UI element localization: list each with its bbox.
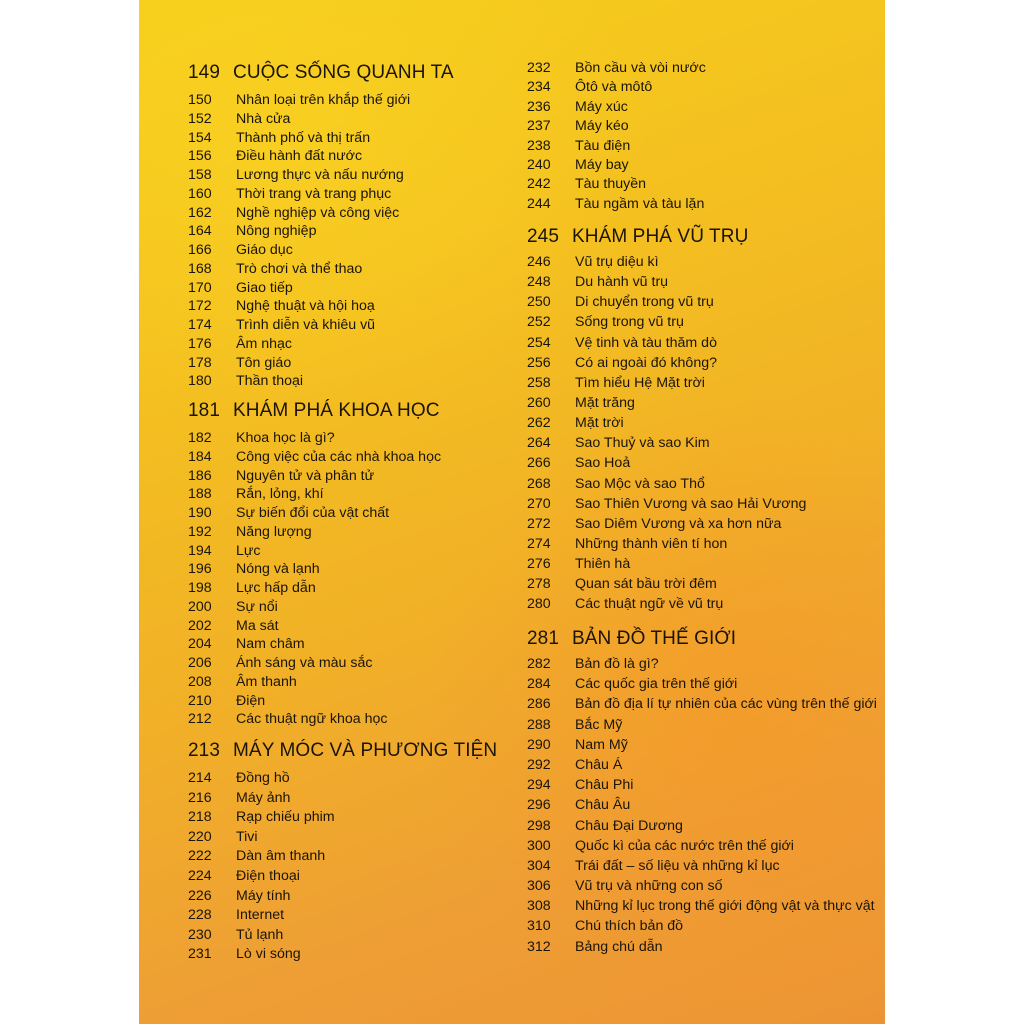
entry-page-number: 270	[527, 495, 551, 512]
entry-page-number: 164	[188, 223, 212, 240]
toc-entry[interactable]	[139, 261, 512, 280]
entry-page-number: 188	[188, 486, 212, 503]
entry-title: Bản đồ là gì?	[575, 656, 659, 672]
entry-title: Sống trong vũ trụ	[575, 314, 684, 331]
entry-page-number: 252	[527, 314, 551, 331]
entry-title: Châu Đại Dương	[575, 817, 683, 834]
entry-page-number: 276	[527, 556, 551, 573]
entry-page-number: 306	[527, 878, 551, 895]
entry-page-number: 282	[527, 656, 551, 672]
entry-page-number: 292	[527, 756, 551, 773]
entry-page-number: 262	[527, 415, 551, 432]
entry-page-number: 222	[188, 848, 212, 865]
entry-page-number: 186	[188, 467, 212, 484]
toc-entry[interactable]	[139, 298, 512, 317]
entry-page-number: 196	[188, 561, 212, 578]
entry-page-number: 286	[527, 696, 551, 713]
entry-title: Vệ tinh và tàu thăm dò	[575, 334, 717, 351]
entry-title: Tìm hiểu Hệ Mặt trời	[575, 374, 705, 391]
section-heading[interactable]	[139, 740, 512, 770]
toc-entry[interactable]	[512, 314, 885, 334]
entry-page-number: 194	[188, 542, 212, 559]
entry-page-number: 208	[188, 673, 212, 690]
entry-page-number: 180	[188, 373, 212, 390]
entry-title: Lực hấp dẫn	[236, 580, 316, 596]
section-title: CUỘC SỐNG QUANH TA	[233, 62, 454, 83]
toc-entry[interactable]	[512, 878, 885, 898]
entry-page-number: 218	[188, 809, 212, 826]
entry-page-number: 246	[527, 254, 551, 270]
toc-entry[interactable]	[139, 336, 512, 355]
entry-title: Các quốc gia trên thế giới	[575, 676, 738, 693]
entry-title: Tivi	[236, 828, 258, 845]
entry-title: Sao Thiên Vương và sao Hải Vương	[575, 495, 807, 512]
entry-page-number: 294	[527, 777, 551, 794]
toc-entry[interactable]	[139, 186, 512, 205]
toc-entry[interactable]	[139, 711, 512, 730]
entry-page-number: 160	[188, 185, 212, 202]
toc-entry[interactable]	[512, 818, 885, 838]
entry-title: Rắn, lỏng, khí	[236, 486, 324, 503]
toc-entry[interactable]	[139, 829, 512, 849]
entry-page-number: 258	[527, 374, 551, 391]
entry-title: Bản đồ địa lí tự nhiên của các vùng trên thế giới	[575, 696, 877, 713]
entry-page-number: 256	[527, 354, 551, 371]
toc-entry[interactable]	[512, 777, 885, 797]
entry-page-number: 210	[188, 692, 212, 709]
entry-page-number: 206	[188, 655, 212, 671]
toc-entry[interactable]	[139, 317, 512, 336]
entry-page-number: 244	[527, 195, 551, 212]
entry-title: Trò chơi và thể thao	[236, 260, 363, 277]
entry-title: Mặt trời	[575, 415, 624, 432]
toc-entry[interactable]	[139, 167, 512, 186]
entry-title: Ma sát	[236, 617, 279, 634]
toc-entry[interactable]	[512, 476, 885, 496]
entry-title: Nghề nghiệp và công việc	[236, 204, 400, 221]
entry-page-number: 298	[527, 817, 551, 834]
section-page-number: 149	[188, 62, 221, 83]
entry-title: Thiên hà	[575, 556, 631, 573]
entry-page-number: 166	[188, 242, 212, 258]
toc-entry[interactable]	[512, 556, 885, 576]
entry-title: Lương thực và nấu nướng	[236, 167, 404, 183]
section-heading[interactable]	[139, 62, 512, 92]
toc-entry[interactable]	[139, 280, 512, 299]
entry-page-number: 178	[188, 354, 212, 371]
entry-page-number: 200	[188, 598, 212, 615]
toc-entry[interactable]	[512, 696, 885, 716]
entry-page-number: 150	[188, 92, 212, 108]
entry-title: Thành phố và thị trấn	[236, 129, 371, 146]
entry-title: Tàu thuyền	[575, 176, 646, 193]
entry-page-number: 226	[188, 887, 212, 904]
entry-page-number: 158	[188, 167, 212, 183]
entry-title: Công việc của các nhà khoa học	[236, 448, 442, 465]
entry-title: Nóng và lạnh	[236, 561, 320, 578]
entry-title: Châu Á	[575, 756, 623, 773]
entry-title: Vũ trụ diệu kì	[575, 254, 659, 270]
toc-entry[interactable]	[139, 907, 512, 927]
entry-page-number: 228	[188, 907, 212, 924]
entry-page-number: 176	[188, 335, 212, 352]
entry-page-number: 248	[527, 274, 551, 291]
toc-entry[interactable]	[512, 838, 885, 858]
entry-title: Tôn giáo	[236, 354, 292, 371]
toc-entry[interactable]	[512, 656, 885, 676]
toc-entry[interactable]	[512, 375, 885, 395]
entry-page-number: 308	[527, 898, 551, 915]
entry-page-number: 254	[527, 334, 551, 351]
toc-entry[interactable]	[512, 536, 885, 556]
toc-entry[interactable]	[512, 274, 885, 294]
entry-title: Lực	[236, 542, 261, 559]
toc-entry[interactable]	[139, 449, 512, 468]
toc-entry[interactable]	[139, 636, 512, 655]
toc-entry[interactable]	[512, 294, 885, 314]
entry-title: Tủ lạnh	[236, 926, 284, 943]
entry-page-number: 174	[188, 317, 212, 333]
entry-title: Tàu ngầm và tàu lặn	[575, 195, 705, 212]
entry-title: Các thuật ngữ về vũ trụ	[575, 596, 724, 613]
toc-section	[139, 62, 512, 392]
section-title: MÁY MÓC VÀ PHƯƠNG TIỆN	[233, 740, 498, 761]
entry-title: Mặt trăng	[575, 394, 635, 411]
toc-entry[interactable]	[512, 335, 885, 355]
entry-title: Trình diễn và khiêu vũ	[236, 317, 376, 333]
entry-title: Dàn âm thanh	[236, 848, 326, 865]
toc-entry[interactable]	[139, 505, 512, 524]
toc-entry[interactable]	[139, 580, 512, 599]
toc-entry[interactable]	[139, 111, 512, 130]
section-heading[interactable]	[139, 400, 512, 430]
toc-entry[interactable]	[512, 79, 885, 98]
section-heading[interactable]	[512, 226, 885, 254]
entry-title: Nhà cửa	[236, 110, 291, 127]
entry-title: Âm thanh	[236, 673, 297, 690]
entry-page-number: 231	[188, 946, 212, 963]
entry-title: Giáo dục	[236, 242, 293, 258]
toc-entry[interactable]	[139, 468, 512, 487]
entry-title: Nam Mỹ	[575, 736, 628, 753]
toc-entry[interactable]	[139, 430, 512, 449]
entry-page-number: 170	[188, 279, 212, 296]
entry-page-number: 162	[188, 204, 212, 221]
entry-title: Di chuyển trong vũ trụ	[575, 294, 714, 311]
toc-entry[interactable]	[512, 435, 885, 455]
entry-title: Những kỉ lục trong thế giới động vật và thực vật	[575, 898, 875, 915]
entry-title: Máy tính	[236, 887, 291, 904]
toc-entry[interactable]	[139, 770, 512, 790]
toc-entry[interactable]	[512, 737, 885, 757]
toc-entry[interactable]	[512, 355, 885, 375]
entry-title: Điện	[236, 692, 266, 709]
entry-page-number: 220	[188, 828, 212, 845]
entry-title: Những thành viên tí hon	[575, 535, 728, 552]
entry-page-number: 310	[527, 918, 551, 935]
toc-entry[interactable]	[512, 797, 885, 817]
entry-title: Máy kéo	[575, 118, 629, 135]
toc-entry[interactable]	[512, 576, 885, 596]
entry-title: Khoa học là gì?	[236, 430, 335, 446]
entry-title: Lò vi sóng	[236, 946, 301, 963]
entry-title: Ôtô và môtô	[575, 79, 653, 96]
entry-page-number: 190	[188, 505, 212, 521]
section-page-number: 245	[527, 226, 560, 247]
toc-entry[interactable]	[139, 809, 512, 829]
toc-entry[interactable]	[139, 373, 512, 392]
entry-page-number: 236	[527, 98, 551, 115]
toc-entry[interactable]	[512, 898, 885, 918]
toc-entry[interactable]	[512, 757, 885, 777]
section-page-number: 181	[188, 400, 221, 421]
entry-page-number: 272	[527, 515, 551, 532]
entry-title: Thần thoại	[236, 373, 304, 390]
entry-title: Thời trang và trang phục	[236, 185, 392, 202]
entry-page-number: 212	[188, 711, 212, 728]
toc-entry[interactable]	[512, 395, 885, 415]
entry-title: Âm nhạc	[236, 335, 292, 352]
toc-entry[interactable]	[139, 524, 512, 543]
entry-page-number: 192	[188, 523, 212, 540]
toc-entry[interactable]	[139, 242, 512, 261]
entry-page-number: 312	[527, 938, 551, 955]
toc-entry[interactable]	[139, 674, 512, 693]
entry-title: Các thuật ngữ khoa học	[236, 711, 388, 728]
entry-page-number: 274	[527, 535, 551, 552]
toc-entry[interactable]	[512, 138, 885, 157]
entry-title: Nông nghiệp	[236, 223, 317, 240]
entry-title: Nghệ thuật và hội hoạ	[236, 298, 375, 315]
toc-entry[interactable]	[139, 92, 512, 111]
entry-page-number: 216	[188, 789, 212, 806]
entry-title: Năng lượng	[236, 523, 312, 540]
toc-entry[interactable]	[139, 693, 512, 712]
entry-page-number: 288	[527, 716, 551, 733]
entry-title: Vũ trụ và những con số	[575, 878, 723, 895]
section-page-number: 213	[188, 740, 221, 761]
entry-title: Sao Diêm Vương và xa hơn nữa	[575, 515, 782, 532]
toc-entry[interactable]	[139, 790, 512, 810]
entry-title: Tàu điện	[575, 137, 631, 154]
toc-section	[139, 740, 512, 966]
entry-page-number: 230	[188, 926, 212, 943]
toc-entry[interactable]	[139, 618, 512, 637]
toc-entry[interactable]	[139, 223, 512, 242]
toc-entry[interactable]	[512, 676, 885, 696]
section-title: KHÁM PHÁ VŨ TRỤ	[572, 226, 749, 247]
entry-page-number: 214	[188, 770, 212, 786]
toc-entry[interactable]	[139, 946, 512, 966]
entry-title: Bảng chú dẫn	[575, 938, 663, 955]
toc-section	[139, 400, 512, 730]
toc-entry[interactable]	[139, 130, 512, 149]
entry-page-number: 232	[527, 60, 551, 76]
entry-page-number: 278	[527, 576, 551, 593]
entry-title: Giao tiếp	[236, 279, 293, 296]
entry-page-number: 156	[188, 148, 212, 165]
toc-entry[interactable]	[512, 118, 885, 137]
toc-entry[interactable]	[512, 858, 885, 878]
toc-entry[interactable]	[512, 60, 885, 79]
section-heading[interactable]	[512, 628, 885, 656]
entry-page-number: 304	[527, 857, 551, 874]
toc-section	[512, 60, 885, 215]
toc-entry[interactable]	[512, 496, 885, 516]
entry-page-number: 237	[527, 118, 551, 135]
entry-page-number: 238	[527, 137, 551, 154]
section-title: KHÁM PHÁ KHOA HỌC	[233, 400, 440, 421]
entry-title: Nguyên tử và phân tử	[236, 467, 375, 484]
toc-entry[interactable]	[139, 355, 512, 374]
entry-title: Internet	[236, 907, 285, 924]
toc-entry[interactable]	[512, 918, 885, 938]
entry-page-number: 234	[527, 79, 551, 96]
entry-title: Có ai ngoài đó không?	[575, 354, 717, 371]
toc-entry[interactable]	[512, 717, 885, 737]
entry-title: Máy xúc	[575, 98, 628, 115]
toc-entry[interactable]	[512, 596, 885, 616]
toc-entry[interactable]	[512, 415, 885, 435]
entry-page-number: 224	[188, 867, 212, 884]
entry-page-number: 296	[527, 797, 551, 814]
entry-title: Sao Thuỷ và sao Kim	[575, 435, 710, 452]
entry-title: Rạp chiếu phim	[236, 809, 335, 826]
toc-section	[512, 226, 885, 617]
entry-page-number: 300	[527, 837, 551, 854]
entry-title: Sao Hoả	[575, 455, 631, 472]
entry-page-number: 280	[527, 596, 551, 613]
entry-title: Điện thoại	[236, 867, 300, 884]
entry-page-number: 202	[188, 617, 212, 634]
entry-page-number: 168	[188, 260, 212, 277]
entry-title: Bồn cầu và vòi nước	[575, 60, 706, 76]
toc-entry[interactable]	[139, 888, 512, 908]
entry-title: Đồng hồ	[236, 770, 290, 786]
toc-entry[interactable]	[139, 848, 512, 868]
entry-title: Sự biến đổi của vật chất	[236, 505, 390, 521]
entry-title: Sao Mộc và sao Thổ	[575, 475, 705, 492]
toc-entry[interactable]	[512, 254, 885, 274]
toc-entry[interactable]	[512, 196, 885, 215]
toc-entry[interactable]	[139, 561, 512, 580]
toc-entry[interactable]	[512, 176, 885, 195]
section-title: BẢN ĐỒ THẾ GIỚI	[572, 628, 737, 649]
entry-page-number: 172	[188, 298, 212, 315]
entry-page-number: 198	[188, 580, 212, 596]
entry-title: Ánh sáng và màu sắc	[236, 655, 373, 671]
entry-title: Quốc kì của các nước trên thế giới	[575, 837, 794, 854]
entry-title: Nhân loại trên khắp thế giới	[236, 92, 411, 108]
entry-page-number: 260	[527, 394, 551, 411]
toc-entry[interactable]	[139, 927, 512, 947]
entry-page-number: 284	[527, 676, 551, 693]
entry-title: Nam châm	[236, 636, 305, 653]
entry-page-number: 204	[188, 636, 212, 653]
entry-page-number: 266	[527, 455, 551, 472]
toc-entry[interactable]	[139, 148, 512, 167]
entry-title: Châu Âu	[575, 797, 631, 814]
entry-title: Điều hành đất nước	[236, 148, 363, 165]
entry-title: Sự nổi	[236, 598, 278, 615]
entry-page-number: 268	[527, 475, 551, 492]
toc-entry[interactable]	[139, 543, 512, 562]
toc-entry[interactable]	[139, 205, 512, 224]
book-page	[139, 0, 885, 1024]
toc-entry[interactable]	[512, 939, 885, 959]
toc-entry[interactable]	[139, 599, 512, 618]
toc-entry[interactable]	[139, 868, 512, 888]
entry-title: Máy bay	[575, 156, 629, 173]
toc-entry[interactable]	[512, 516, 885, 536]
entry-title: Chú thích bản đồ	[575, 918, 684, 935]
entry-page-number: 152	[188, 110, 212, 127]
entry-title: Du hành vũ trụ	[575, 274, 669, 291]
entry-page-number: 290	[527, 736, 551, 753]
entry-page-number: 154	[188, 129, 212, 146]
entry-page-number: 184	[188, 448, 212, 465]
entry-page-number: 264	[527, 435, 551, 452]
entry-title: Châu Phi	[575, 777, 634, 794]
toc-entry[interactable]	[512, 99, 885, 118]
toc-entry[interactable]	[512, 455, 885, 475]
entry-page-number: 242	[527, 176, 551, 193]
entry-title: Bắc Mỹ	[575, 716, 623, 733]
entry-title: Quan sát bầu trời đêm	[575, 576, 717, 593]
entry-title: Trái đất – số liệu và những kỉ lục	[575, 857, 780, 874]
toc-entry[interactable]	[512, 157, 885, 176]
section-page-number: 281	[527, 628, 560, 649]
entry-title: Máy ảnh	[236, 789, 291, 806]
entry-page-number: 250	[527, 294, 551, 311]
toc-entry[interactable]	[139, 486, 512, 505]
toc-entry[interactable]	[139, 655, 512, 674]
entry-page-number: 240	[527, 156, 551, 173]
entry-page-number: 182	[188, 430, 212, 446]
toc-section	[512, 628, 885, 959]
